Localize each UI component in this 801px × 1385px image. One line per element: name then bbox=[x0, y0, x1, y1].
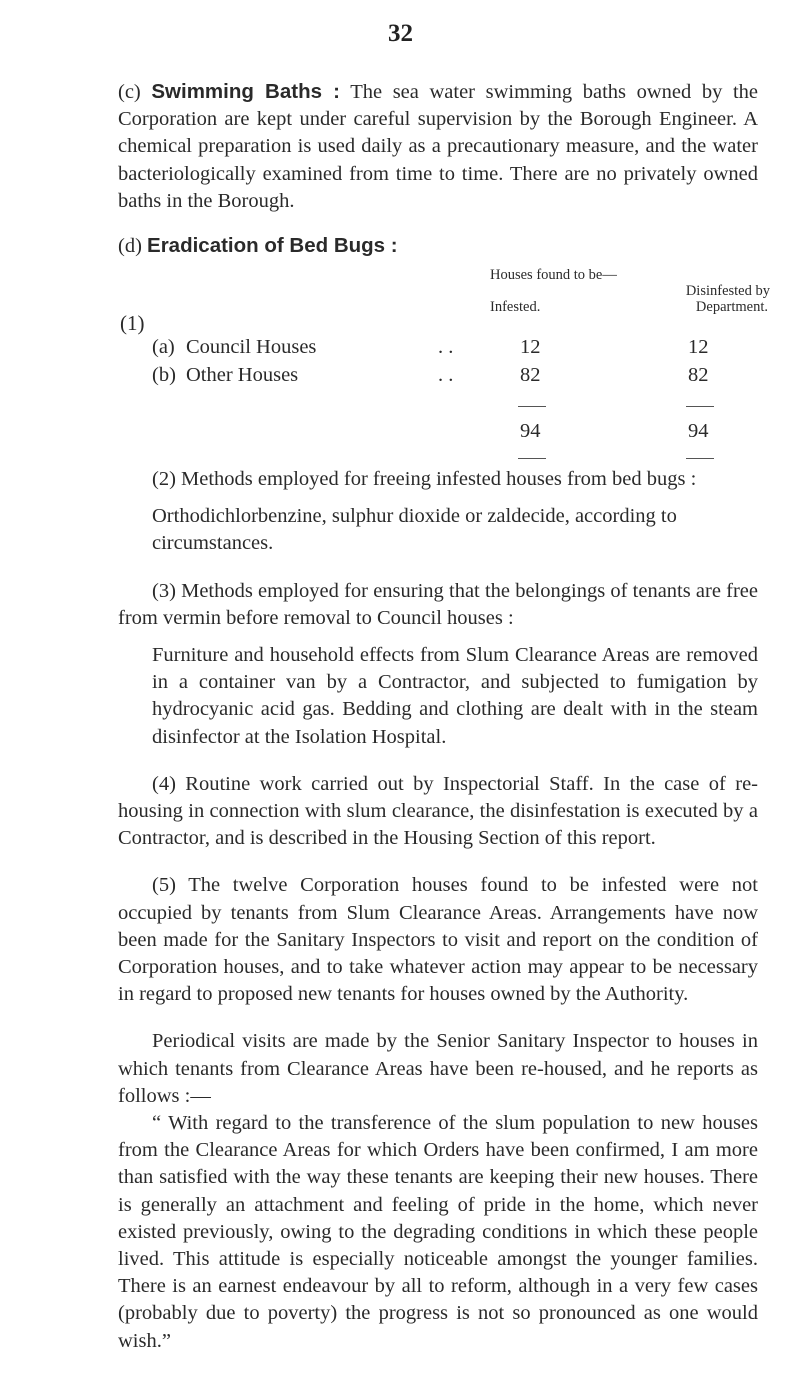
inspector-quote: “ With regard to the transference of the slum population to new houses from the Clearance Areas for which Orders have been confirmed, I am more than satisfied with the way these tenants are keeping their new houses. There is generally an attachment and feeling of pride in the home, which never existed previously, owing to the degrading conditions in which these people lived. This attitude is especially noticeable amongst the younger families. There is an earnest endeavour by all to reform, although in a very few cases (probably due to poverty) the progress is not so pronounced as one would wish.” bbox=[118, 1112, 758, 1352]
method-3-intro: (3) Methods employed for ensuring that the belongings of tenants are free from vermin before removal to Council houses : bbox=[118, 579, 758, 629]
row-disinfested: 82 bbox=[688, 364, 709, 386]
section-label: (c) bbox=[118, 81, 141, 103]
bed-bugs-heading-row bbox=[118, 232, 758, 260]
row-label: (a) bbox=[152, 336, 175, 358]
total-disinfested: 94 bbox=[688, 420, 709, 442]
row-label: (b) bbox=[152, 364, 176, 386]
page-number: 32 bbox=[388, 20, 413, 47]
row-dots: . . bbox=[438, 364, 454, 386]
row-disinfested: 12 bbox=[688, 336, 709, 358]
swimming-baths-text: The sea water swimming baths owned by the Corporation are kept under careful supervision by the Borough Engineer. A chemical preparation is used daily as a precautionary measure, and the water bacteriologically examined from time to time. There are no privately owned baths in the Borough. bbox=[118, 81, 759, 212]
total-rule bbox=[518, 406, 546, 407]
table-header-disinfested-1: Disinfested by bbox=[685, 283, 770, 299]
row-infested: 82 bbox=[520, 364, 541, 386]
methods-section bbox=[118, 466, 758, 1355]
table-header-disinfested-2: Department. bbox=[695, 299, 768, 315]
method-4: (4) Routine work carried out by Inspectorial Staff. In the case of re-housing in connection with slum clearance, the disinfestation is executed by a Contractor, and is described in the Housing Section of this report. bbox=[118, 772, 758, 850]
method-5: (5) The twelve Corporation houses found to be infested were not occupied by tenants from Slum Clearance Areas. Arrangements have now been made for the Sanitary Inspectors to visit and report on the condition of Corporation houses, and to take whatever action may appear to be necessary in regard to proposed new tenants for houses owned by the Authority. bbox=[118, 874, 758, 1006]
row-infested: 12 bbox=[520, 336, 541, 358]
table-header-group: Houses found to be— bbox=[490, 267, 617, 283]
swimming-baths-paragraph bbox=[118, 78, 758, 215]
row-name: Council Houses bbox=[186, 336, 317, 358]
section-label: (d) bbox=[118, 235, 142, 257]
swimming-baths-section bbox=[118, 78, 758, 215]
table-number: (1) bbox=[120, 311, 145, 335]
total-infested: 94 bbox=[520, 420, 541, 442]
method-2-text: Orthodichlorbenzine, sulphur dioxide or zaldecide, according to circumstances. bbox=[152, 505, 677, 555]
bed-bugs-heading: Eradication of Bed Bugs : bbox=[147, 234, 398, 257]
total-rule bbox=[686, 406, 714, 407]
row-name: Other Houses bbox=[186, 364, 299, 386]
total-underline bbox=[686, 458, 714, 459]
row-dots: . . bbox=[438, 336, 454, 358]
table-row bbox=[152, 336, 175, 359]
table-header-infested: Infested. bbox=[490, 299, 541, 315]
total-underline bbox=[518, 458, 546, 459]
method-3-text: Furniture and household effects from Slum Clearance Areas are removed in a container van by a Contractor, and subjected to fumigation by hydrocyanic acid gas. Bedding and clothing are dealt with in the steam disinfector at the Isolation Hospital. bbox=[152, 644, 758, 748]
swimming-baths-heading: Swimming Baths : bbox=[151, 80, 340, 103]
periodical-visits-paragraph: Periodical visits are made by the Senior Sanitary Inspector to houses in which tenants from Clearance Areas have been re-housed, and he reports as follows :— bbox=[118, 1030, 758, 1107]
method-2-intro: (2) Methods employed for freeing infested houses from bed bugs : bbox=[152, 468, 697, 490]
